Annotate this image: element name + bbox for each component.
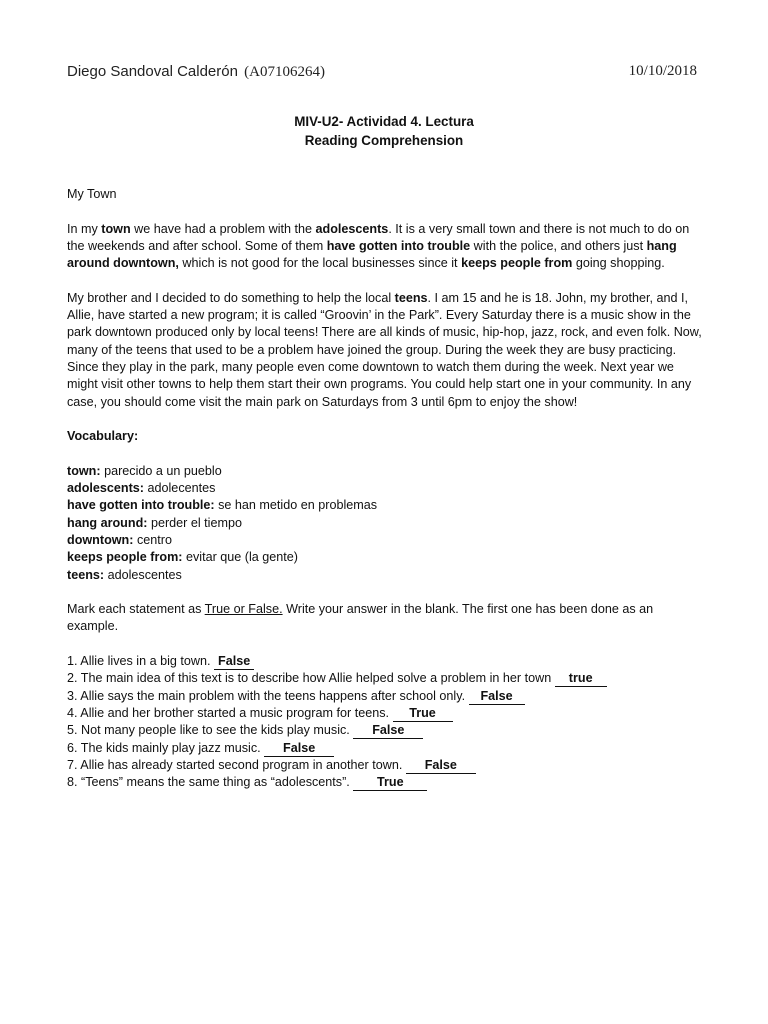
answer-blank: True — [353, 775, 427, 791]
vocabulary-item — [67, 515, 707, 532]
answer-blank: True — [393, 706, 453, 722]
vocabulary-item — [67, 532, 707, 549]
vocabulary-term: teens: — [67, 567, 105, 582]
vocabulary-definition: adolescentes — [104, 567, 182, 582]
vocabulary-definition: se han metido en problemas — [214, 498, 378, 513]
question-list — [67, 653, 707, 791]
vocabulary-heading: Vocabulary: — [67, 429, 139, 444]
vocabulary-item — [67, 463, 707, 480]
vocabulary-list — [67, 463, 707, 584]
story-heading: My Town — [67, 187, 117, 201]
activity-subtitle: Reading Comprehension — [304, 133, 464, 148]
vocabulary-definition: centro — [133, 532, 172, 547]
vocabulary-item — [67, 567, 707, 584]
question-text: 2. The main idea of this text is to describe how Allie helped solve a problem in her town — [67, 671, 555, 686]
story-paragraph-1: In my town we have had a problem with the adolescents. It is a very small town and there is not much to do on the weekends and after school. Some of them have gotten into trouble with the police, and others just hang around downtown, which is not good for the local businesses since it keeps people from going shopping. — [67, 221, 690, 271]
question-text: 5. Not many people like to see the kids play music. — [67, 723, 354, 738]
vocabulary-term: adolescents: — [67, 481, 144, 496]
question-item — [67, 722, 707, 739]
question-item — [67, 688, 707, 705]
question-text: 6. The kids mainly play jazz music. — [67, 740, 265, 755]
vocabulary-term: downtown: — [67, 532, 134, 547]
question-item — [67, 670, 707, 687]
question-item — [67, 757, 707, 774]
vocab-highlight: hang around downtown, — [67, 238, 677, 271]
vocab-highlight: have gotten into trouble — [326, 238, 471, 253]
true-or-false-emphasis: True or False. — [204, 602, 283, 617]
question-text: 4. Allie and her brother started a music program for teens. — [67, 705, 393, 720]
vocabulary-term: hang around: — [67, 515, 148, 530]
question-text: 8. “Teens” means the same thing as “adolescents”. — [67, 775, 354, 790]
vocabulary-item — [67, 480, 707, 497]
question-text: 3. Allie says the main problem with the teens happens after school only. — [67, 688, 469, 703]
question-item — [67, 740, 707, 757]
answer-blank: False — [469, 689, 525, 705]
question-text: 1. Allie lives in a big town. — [67, 654, 215, 669]
vocabulary-item — [67, 497, 707, 514]
vocabulary-term: have gotten into trouble: — [67, 498, 215, 513]
answer-blank: False — [264, 741, 334, 757]
answer-blank: False — [214, 654, 254, 670]
vocab-highlight: town — [101, 221, 131, 236]
vocabulary-term: town: — [67, 463, 101, 478]
vocabulary-definition: adolecentes — [144, 481, 216, 496]
vocabulary-definition: parecido a un pueblo — [100, 463, 222, 478]
document-date: 10/10/2018 — [628, 63, 697, 79]
student-name: Diego Sandoval Calderón — [67, 63, 238, 80]
student-id: (A07106264) — [244, 64, 325, 80]
document-body — [67, 186, 707, 791]
title-block — [0, 112, 768, 150]
vocabulary-definition: evitar que (la gente) — [182, 550, 298, 565]
answer-blank: False — [353, 723, 423, 739]
vocab-highlight: keeps people from — [461, 256, 573, 271]
answer-blank: true — [555, 671, 607, 687]
vocabulary-definition: perder el tiempo — [147, 515, 242, 530]
activity-title: MIV-U2- Actividad 4. Lectura — [294, 114, 474, 129]
instructions: Mark each statement as True or False. Write your answer in the blank. The first one has been done as an example. — [67, 602, 654, 634]
answer-blank: False — [406, 758, 476, 774]
vocabulary-item — [67, 549, 707, 566]
question-text: 7. Allie has already started second program in another town. — [67, 757, 406, 772]
vocab-highlight: adolescents — [315, 221, 389, 236]
student-name-line — [67, 63, 325, 81]
question-item — [67, 705, 707, 722]
vocabulary-term: keeps people from: — [67, 550, 183, 565]
story-paragraph-2: My brother and I decided to do something to help the local teens. I am 15 and he is 18. John, my brother, and I, Allie, have started a new program; it is called “Groovin’ in the Park”. Every Saturday there is a music show in the park downtown produced only by local teens! There are all kinds of music, hip-hop, jazz, rock, and even folk. Now, many of the teens that used to be a problem have joined the group. During the week they are busy practicing. Since they play in the park, many people even come downtown to watch them during the week. Next year we might visit other towns to help them start their own programs. You could help start one in your community. In any case, you should come visit the main park on Saturdays from 3 until 6pm to enjoy the show! — [67, 290, 702, 409]
vocab-highlight: teens — [394, 290, 428, 305]
question-item — [67, 774, 707, 791]
question-item — [67, 653, 707, 670]
